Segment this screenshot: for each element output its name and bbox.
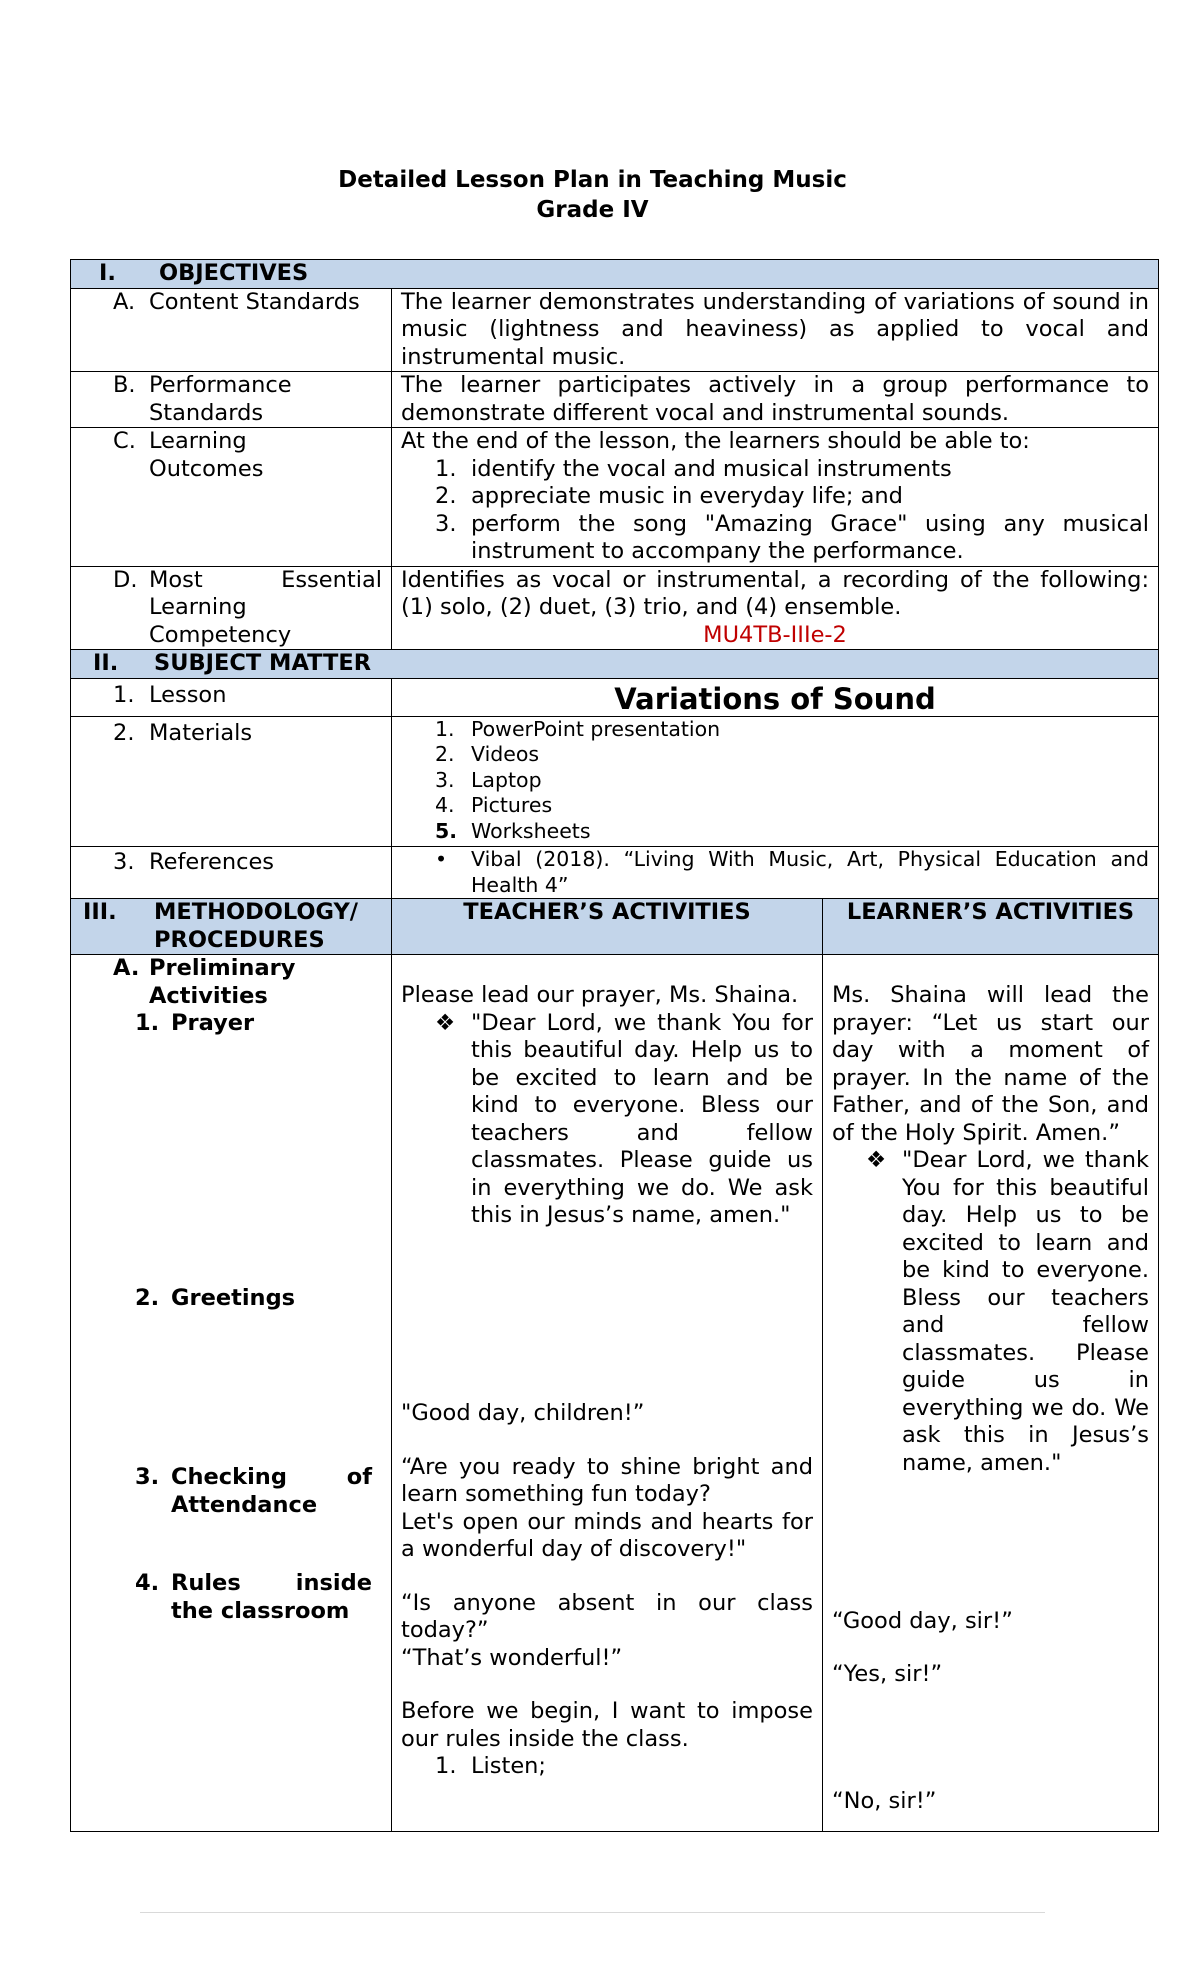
teacher-activities-heading: TEACHER’S ACTIVITIES	[392, 899, 823, 955]
list-item	[435, 742, 1149, 768]
list-item	[435, 819, 1149, 845]
list-item	[435, 847, 1149, 898]
outcome-number: 2.	[435, 483, 457, 509]
step-rules: Rules inside the classroom	[171, 1570, 372, 1624]
melc-code: MU4TB-IIIe-2	[703, 621, 847, 648]
lesson-row	[71, 678, 1159, 716]
references-label: References	[149, 849, 275, 875]
lesson-number: 1.	[113, 681, 135, 708]
material-text: Pictures	[471, 793, 553, 817]
learning-outcomes-letter: C.	[113, 428, 136, 454]
performance-standards-label: Performance Standards	[149, 372, 292, 426]
learner-prayer-intro: Ms. Shaina will lead the prayer: “Let us start our day with a moment of prayer. In the name of the Father, and of the Son, and of the Holy Spirit. Amen.”	[832, 982, 1150, 1146]
material-number: 3.	[435, 767, 455, 792]
materials-number: 2.	[113, 719, 135, 746]
lesson-label: Lesson	[149, 681, 227, 708]
step-number: 4.	[135, 1570, 160, 1596]
material-number: 5.	[435, 818, 458, 843]
material-text: Laptop	[471, 767, 542, 792]
content-standards-row	[71, 288, 1159, 372]
melc-row	[71, 566, 1159, 650]
learning-outcomes-intro: At the end of the lesson, the learners should be able to:	[401, 428, 1030, 454]
learner-yes: “Yes, sir!”	[832, 1661, 943, 1687]
material-number: 2.	[435, 742, 455, 766]
material-text: PowerPoint presentation	[471, 716, 721, 741]
teacher-prayer-text: "Dear Lord, we thank You for this beautiful day. Help us to be excited to learn and be kind to everyone. Bless our teachers and fellow classmates. Please guide us in everything we do. We ask this in Jesus’s name, amen."	[471, 1009, 813, 1228]
material-text: Worksheets	[471, 818, 591, 843]
list-item	[435, 511, 1149, 566]
methodology-heading: METHODOLOGY/ PROCEDURES	[154, 899, 359, 953]
material-number: 4.	[435, 793, 455, 817]
teacher-absent-question: “Is anyone absent in our class today?”	[401, 1589, 813, 1643]
content-standards-label: Content Standards	[149, 288, 360, 315]
list-item	[435, 793, 1149, 819]
materials-label: Materials	[149, 719, 253, 746]
bullet-icon: •	[435, 847, 448, 871]
melc-label: Most Essential Learning Competency	[149, 566, 382, 648]
objectives-heading-row	[71, 260, 1159, 289]
references-number: 3.	[113, 849, 135, 875]
outcome-number: 1.	[435, 455, 457, 482]
content-standards-letter: A.	[113, 288, 136, 315]
teacher-ready-2: Let's open our minds and hearts for a wonderful day of discovery!"	[401, 1508, 813, 1562]
melc-text: Identifies as vocal or instrumental, a recording of the following: (1) solo, (2) duet, (3) trio, and (4) ensemble.	[401, 566, 1150, 620]
learning-outcomes-label: Learning Outcomes	[149, 428, 264, 482]
prelim-letter: A.	[113, 955, 140, 981]
performance-standards-text: The learner participates actively in a group performance to demonstrate different vocal and instrumental sounds.	[392, 372, 1159, 428]
teacher-prayer-intro: Please lead our prayer, Ms. Shaina.	[401, 982, 799, 1008]
list-item	[435, 717, 1149, 743]
teacher-ready-1: “Are you ready to shine bright and learn something fun today?	[401, 1453, 813, 1507]
material-number: 1.	[435, 716, 455, 741]
list-item	[435, 456, 1149, 484]
rule-text: Listen;	[471, 1753, 547, 1779]
outcome-text: perform the song "Amazing Grace" using any musical instrument to accompany the performance.	[471, 510, 1150, 564]
step-number: 3.	[135, 1464, 160, 1490]
materials-row	[71, 716, 1159, 847]
step-prayer: Prayer	[171, 1010, 255, 1036]
lesson-plan-table	[70, 259, 1159, 1832]
learning-outcomes-list	[401, 456, 1149, 566]
outcome-number: 3.	[435, 510, 457, 537]
page-divider	[140, 1912, 1045, 1913]
learning-outcomes-row	[71, 428, 1159, 567]
subject-matter-numeral: II.	[93, 650, 119, 676]
subject-matter-heading-row	[71, 650, 1159, 679]
subject-matter-heading: SUBJECT MATTER	[154, 650, 372, 676]
rule-number: 1.	[435, 1753, 457, 1779]
methodology-numeral: III.	[83, 899, 117, 925]
performance-standards-letter: B.	[113, 372, 136, 398]
procedures-row	[71, 955, 1159, 1832]
methodology-heading-row	[71, 899, 1159, 955]
content-standards-text: The learner demonstrates understanding of variations of sound in music (lightness and heaviness) as applied to vocal and instrumental music.	[392, 288, 1159, 372]
step-attendance: Checking of Attendance	[171, 1464, 372, 1518]
learner-no: “No, sir!”	[832, 1788, 937, 1814]
performance-standards-row	[71, 372, 1159, 428]
step-greetings: Greetings	[171, 1285, 296, 1311]
reference-text: Vibal (2018). “Living With Music, Art, Physical Education and Health 4”	[471, 847, 1150, 897]
diamond-bullet-icon: ❖	[866, 1147, 887, 1173]
learner-greeting: “Good day, sir!”	[832, 1608, 1013, 1634]
document-title: Detailed Lesson Plan in Teaching Music	[338, 167, 847, 193]
document-subtitle: Grade IV	[536, 197, 649, 223]
outcome-text: identify the vocal and musical instruments	[471, 455, 952, 482]
outcome-text: appreciate music in everyday life; and	[471, 483, 903, 509]
objectives-numeral: I.	[99, 260, 116, 286]
lesson-title: Variations of Sound	[392, 678, 1159, 716]
references-list	[401, 847, 1149, 898]
list-item	[435, 483, 1149, 511]
learner-activities-heading: LEARNER’S ACTIVITIES	[823, 899, 1159, 955]
material-text: Videos	[471, 742, 540, 766]
step-number: 2.	[135, 1285, 160, 1311]
melc-letter: D.	[113, 566, 138, 593]
teacher-greeting: "Good day, children!”	[401, 1400, 645, 1426]
diamond-bullet-icon: ❖	[435, 1009, 456, 1036]
step-number: 1.	[135, 1010, 160, 1036]
teacher-rules-intro: Before we begin, I want to impose our rules inside the class.	[401, 1698, 813, 1752]
learner-prayer-text: "Dear Lord, we thank You for this beautiful day. Help us to be excited to learn and be kind to everyone. Bless our teachers and fellow classmates. Please guide us in everything we do. We ask this in Jesus’s name, amen."	[902, 1147, 1150, 1476]
references-row	[71, 847, 1159, 899]
prelim-label: Preliminary Activities	[149, 955, 296, 1009]
teacher-wonderful: “That’s wonderful!”	[401, 1644, 623, 1671]
list-item	[435, 768, 1149, 794]
objectives-heading: OBJECTIVES	[159, 260, 309, 286]
materials-list	[401, 717, 1149, 845]
